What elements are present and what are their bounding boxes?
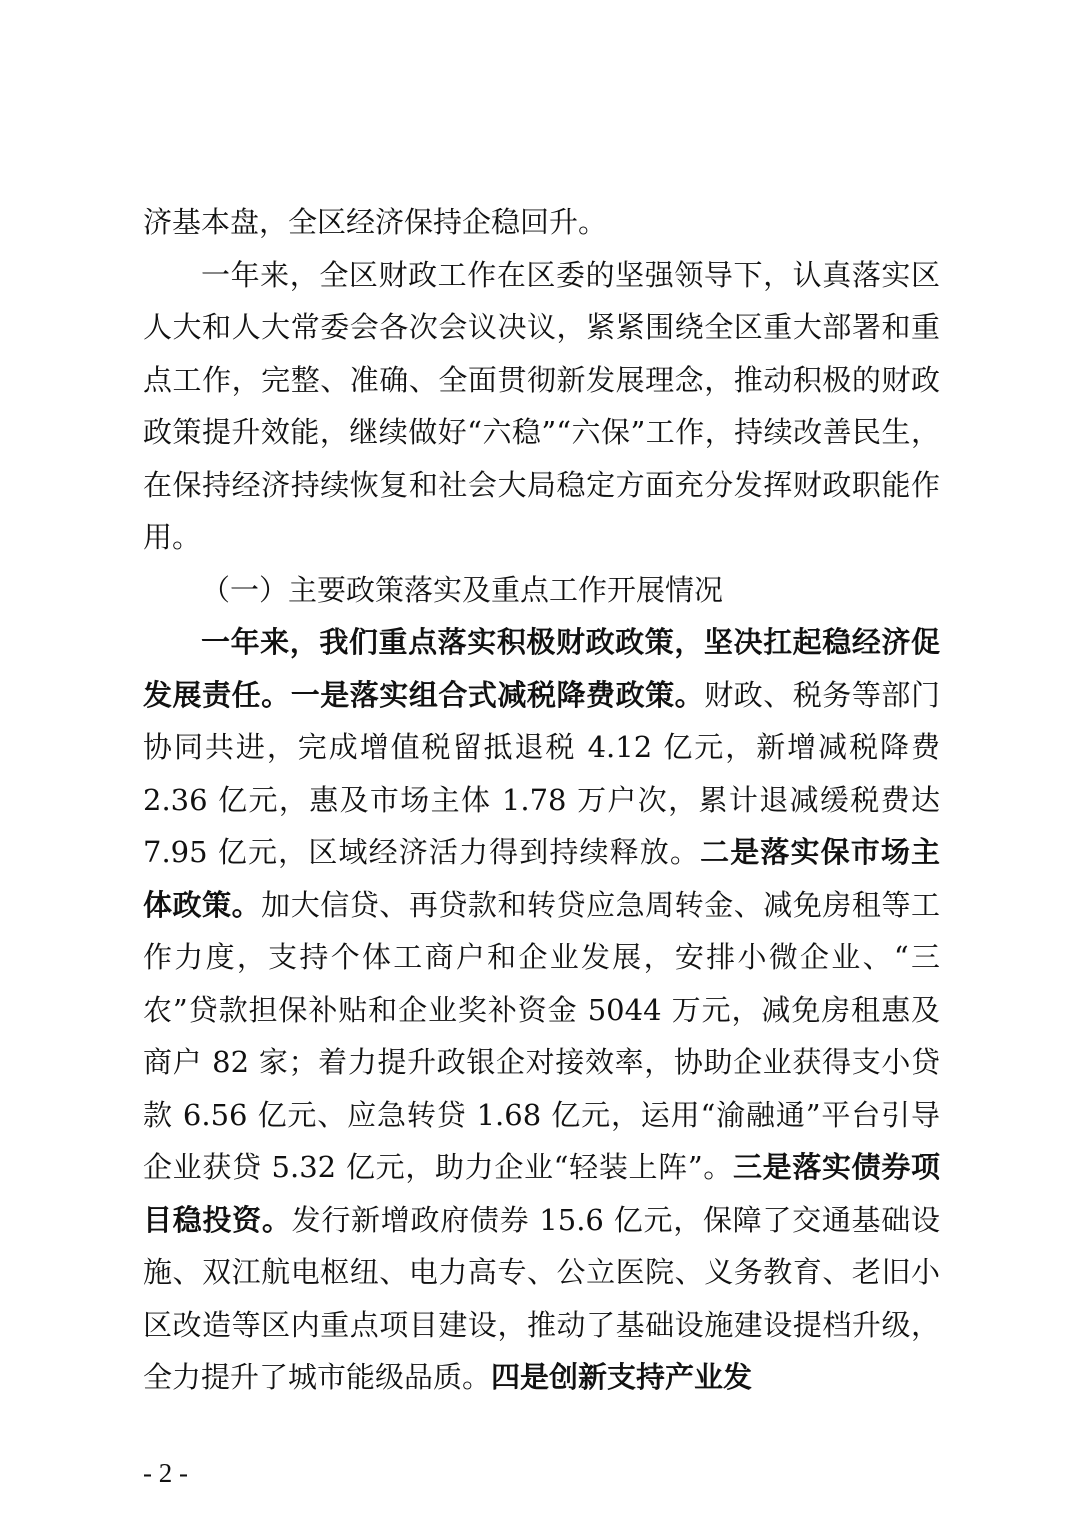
document-body bbox=[143, 196, 940, 1404]
paragraph-policies bbox=[143, 616, 940, 1404]
point-3-text: 发行新增政府债券 15.6 亿元，保障了交通基础设施、双江航电枢纽、电力高专、公立医院、义务教育、老旧小区改造等区内重点项目建设，推动了基础设施建设提档升级，全力提升了城市能级品质。 bbox=[143, 1202, 940, 1394]
page-number: - 2 - bbox=[143, 1458, 188, 1488]
point-1-text: 财政、税务等部门协同共进，完成增值税留抵退税 4.12 亿元，新增减税降费 2.36 亿元，惠及市场主体 1.78 万户次，累计退减缓税费达 7.95 亿元，区域经济活力得到持续释放。 bbox=[143, 677, 940, 869]
point-2-title: 二是落实保市场主体政策。 bbox=[143, 835, 940, 922]
paragraph-continuation: 济基本盘，全区经济保持企稳回升。 bbox=[143, 205, 608, 239]
paragraph-overview: 一年来，全区财政工作在区委的坚强领导下，认真落实区人大和人大常委会各次会议决议，紧紧围绕全区重大部署和重点工作，完整、准确、全面贯彻新发展理念，推动积极的财政政策提升效能，继续做好“六稳”“六保”工作，持续改善民生，在保持经济持续恢复和社会大局稳定方面充分发挥财政职能作用。 bbox=[143, 257, 940, 554]
point-1-title: 一是落实组合式减税降费政策。 bbox=[290, 677, 705, 712]
point-2-text: 加大信贷、再贷款和转贷应急周转金、减免房租等工作力度，支持个体工商户和企业发展，安排小微企业、“三农”贷款担保补贴和企业奖补资金 5044 万元，减免房租惠及商户 82 家；着力提升政银企对接效率，协助企业获得支小贷款 6.56 亿元、应急转贷 1.68 亿元，运用“渝融通”平台引导企业获贷 5.32 亿元，助力企业“轻装上阵”。 bbox=[143, 887, 940, 1184]
point-3-title: 三是落实债券项目稳投资。 bbox=[143, 1150, 940, 1237]
paragraph-lead: 一年来，我们重点落实积极财政政策，坚决扛起稳经济促发展责任。 bbox=[143, 625, 940, 712]
point-4-title: 四是创新支持产业发 bbox=[491, 1360, 753, 1394]
section-heading: （一）主要政策落实及重点工作开展情况 bbox=[201, 572, 724, 607]
